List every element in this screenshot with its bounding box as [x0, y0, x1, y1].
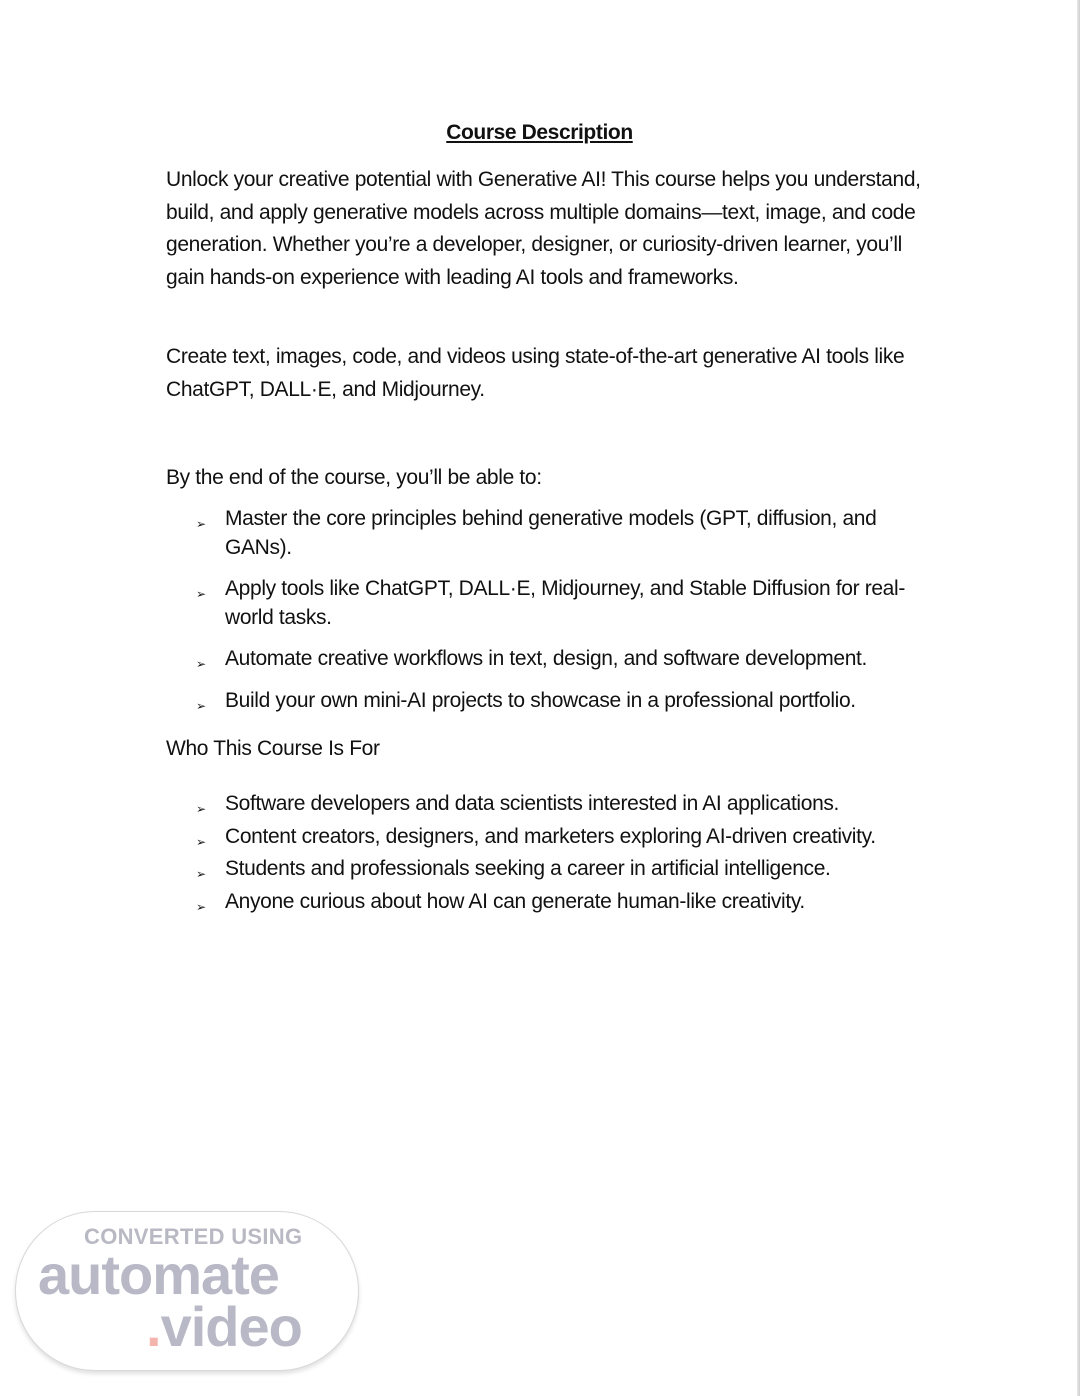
- arrowhead-bullet-icon: ➢: [196, 900, 206, 915]
- outcomes-list: [166, 505, 926, 728]
- audience-text: Anyone curious about how AI can generate human-like creativity.: [225, 890, 805, 914]
- audience-text: Software developers and data scientists interested in AI applications.: [225, 792, 840, 815]
- arrowhead-bullet-icon: ➢: [196, 587, 206, 601]
- list-item: [166, 886, 926, 919]
- tools-paragraph: Create text, images, code, and videos using state-of-the-art generative AI tools like ChatGPT, DALL·E, and Midjourney.: [166, 345, 905, 401]
- outcome-text: Master the core principles behind generative models (GPT, diffusion, and GANs).: [225, 507, 877, 559]
- audience-text: Content creators, designers, and marketers exploring AI-driven creativity.: [225, 824, 876, 848]
- list-item: [166, 788, 926, 821]
- outcome-text: Apply tools like ChatGPT, DALL·E, Midjourney, and Stable Diffusion for real-world tasks.: [225, 577, 905, 629]
- watermark-dot-icon: .: [146, 1295, 161, 1358]
- watermark-video-text: [146, 1294, 302, 1359]
- list-item: [166, 821, 926, 854]
- audience-heading: Who This Course Is For: [166, 737, 380, 760]
- intro-paragraph: Unlock your creative potential with Generative AI! This course helps you understand, build, and apply generative models across multiple domains—text, image, and code generation. Whether you’re a developer, designer, or curiosity-driven learner, you’ll gain hands-on experience with leading AI tools and frameworks.: [166, 168, 921, 290]
- arrowhead-bullet-icon: ➢: [196, 867, 206, 882]
- outcomes-heading: By the end of the course, you’ll be able to:: [166, 466, 542, 489]
- watermark-automate-text: automate: [38, 1243, 279, 1306]
- watermark-badge: [15, 1211, 359, 1371]
- audience-list: [166, 788, 926, 919]
- arrowhead-bullet-icon: ➢: [196, 657, 206, 671]
- arrowhead-bullet-icon: ➢: [196, 517, 206, 531]
- arrowhead-bullet-icon: ➢: [196, 834, 206, 849]
- arrowhead-bullet-icon: ➢: [196, 698, 206, 713]
- outcome-text: Build your own mini-AI projects to showcase in a professional portfolio.: [225, 688, 856, 712]
- list-item: [166, 645, 926, 674]
- audience-text: Students and professionals seeking a career in artificial intelligence.: [225, 857, 831, 881]
- arrowhead-bullet-icon: ➢: [196, 802, 206, 816]
- list-item: [166, 505, 926, 562]
- list-item: [166, 575, 926, 632]
- watermark-converted-text: CONVERTED USING: [84, 1224, 303, 1249]
- list-item: [166, 853, 926, 886]
- watermark-video-word: video: [160, 1295, 302, 1358]
- list-item: [166, 687, 926, 716]
- outcome-text: Automate creative workflows in text, design, and software development.: [225, 647, 868, 670]
- document-title: Course Description: [446, 121, 633, 144]
